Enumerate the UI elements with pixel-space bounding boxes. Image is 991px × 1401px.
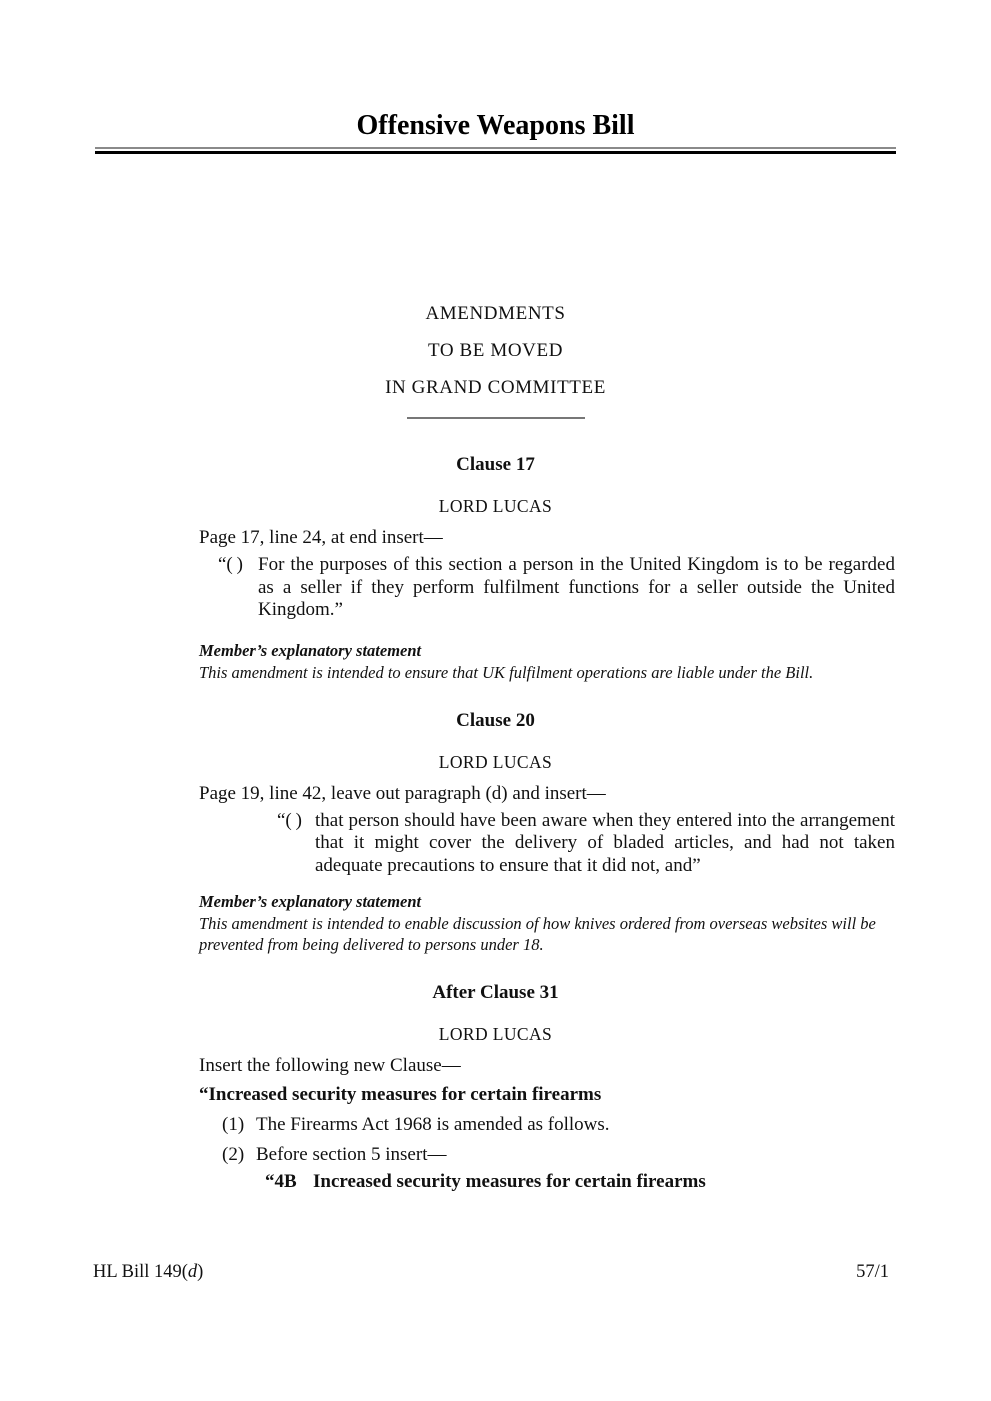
footer (93, 1262, 889, 1282)
amendment-section-after-clause-31 (0, 983, 991, 1192)
new-clause-title: “Increased security measures for certain firearms (199, 1084, 602, 1105)
member-name: LORD LUCAS (438, 1024, 553, 1044)
preamble (0, 304, 991, 398)
inserted-section-number: “4B (265, 1171, 297, 1192)
subsection-row-2 (222, 1145, 895, 1165)
quote-marker: “( ) (277, 809, 302, 831)
subsection-number: (2) (222, 1144, 245, 1165)
title-double-rule (95, 147, 896, 154)
footer-bill-number-suffix: ) (197, 1262, 204, 1282)
footer-bill-number (93, 1262, 203, 1282)
subsection-text: Before section 5 insert— (256, 1144, 447, 1165)
section-divider-rule (407, 417, 585, 419)
clause-heading: After Clause 31 (432, 982, 559, 1003)
preamble-line-amendments: AMENDMENTS (425, 303, 566, 324)
subsection-number: (1) (222, 1114, 245, 1135)
preamble-line-to-be-moved: TO BE MOVED (427, 340, 564, 361)
explanatory-statement-text: This amendment is intended to ensure that UK fulfilment operations are liable under the Bill. (199, 662, 814, 682)
instruction-text: Page 19, line 42, leave out paragraph (d) and insert— (199, 782, 606, 804)
preamble-line-committee: IN GRAND COMMITTEE (385, 377, 606, 398)
explanatory-statement-text: This amendment is intended to enable discussion of how knives ordered from overseas websites will be prevented from being delivered to persons under 18. (199, 914, 876, 954)
clause-heading: Clause 17 (456, 454, 535, 475)
member-name: LORD LUCAS (438, 496, 553, 516)
quote-text: For the purposes of this section a person in the United Kingdom is to be regarded as a seller if they perform fulfilment functions for a seller outside the United Kingdom.” (258, 554, 895, 620)
amendment-section-clause-17 (0, 455, 991, 683)
explanatory-statement-label: Member’s explanatory statement (199, 892, 422, 911)
footer-bill-number-prefix: HL Bill 149( (93, 1262, 188, 1282)
subsection-row-1 (222, 1115, 895, 1135)
amendment-quote (277, 810, 895, 878)
member-name: LORD LUCAS (438, 751, 553, 772)
amendment-quote (218, 554, 895, 622)
footer-bill-number-italic: d (187, 1262, 198, 1282)
instruction-text: Page 17, line 24, at end insert— (199, 527, 443, 548)
amendment-section-clause-20 (0, 711, 991, 956)
instruction-text: Insert the following new Clause— (199, 1055, 461, 1076)
footer-page-ref: 57/1 (856, 1262, 889, 1282)
bill-title: Offensive Weapons Bill (356, 110, 635, 141)
inserted-section-heading (265, 1172, 895, 1192)
inserted-section-title: Increased security measures for certain firearms (313, 1171, 706, 1192)
quote-marker: “( ) (218, 554, 243, 575)
quote-text: that person should have been aware when they entered into the arrangement that it might cover the delivery of bladed articles, and had not taken adequate precautions to ensure that it did not, and” (315, 809, 895, 876)
clause-heading: Clause 20 (456, 709, 535, 731)
subsection-text: The Firearms Act 1968 is amended as follows. (256, 1114, 610, 1135)
explanatory-statement-label: Member’s explanatory statement (199, 640, 422, 660)
